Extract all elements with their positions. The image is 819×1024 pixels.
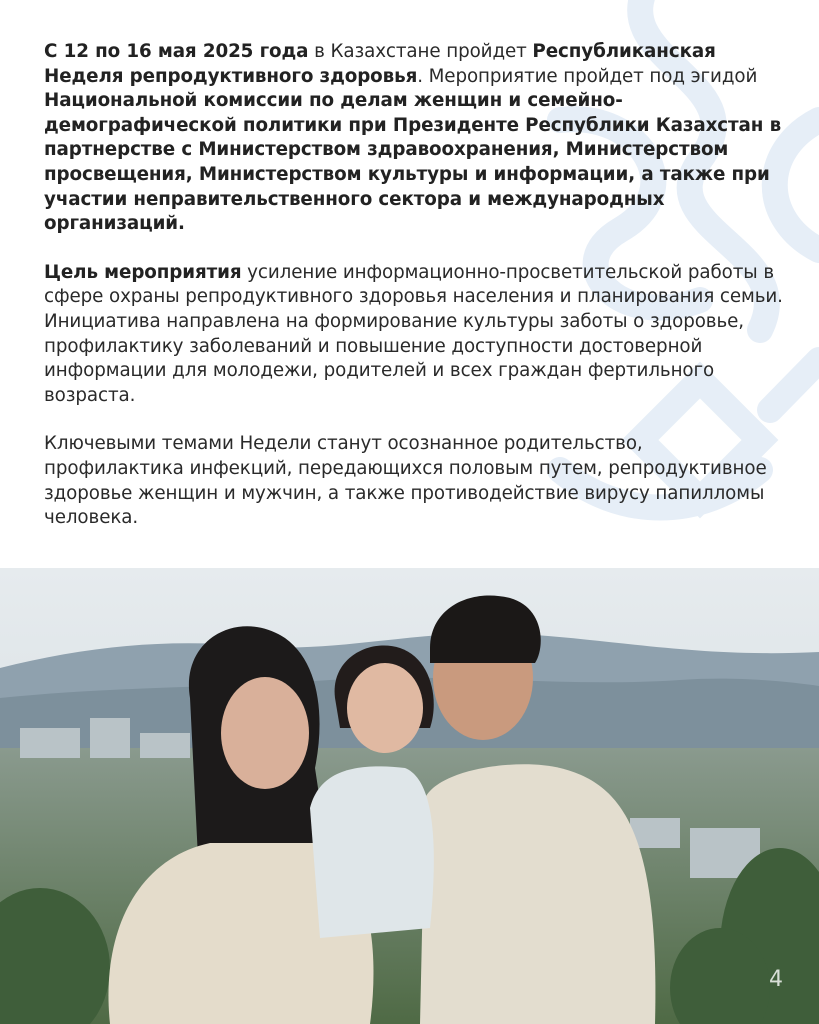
paragraph-intro [44, 40, 784, 237]
paragraph-goal [44, 261, 784, 409]
text-run: Национальной комиссии по делам женщин и семейно-демографической политики при Президенте Республики Казахстан в партнерстве с Министерством здравоохранения, Министерством просвещения, Министерством культуры и информации, а также при участии неправительственного сектора и международных организаций. [44, 90, 782, 235]
page-number: 4 [769, 967, 783, 992]
article-text [44, 40, 784, 531]
text-run: . Мероприятие пройдет под эгидой [417, 65, 758, 87]
text-run: Цель мероприятия [44, 261, 242, 283]
text-run: Республиканская Неделя репродуктивного здоровья [44, 41, 716, 87]
paragraph-topics [44, 432, 784, 530]
text-run: в Казахстане пройдет [308, 41, 533, 62]
family-photo [0, 568, 819, 1024]
text-run: С 12 по 16 мая 2025 года [44, 41, 309, 62]
text-run: усиление информационно-просветительской работы в сфере охраны репродуктивного здоровья населения и планирования семьи. Инициатива направлена на формирование культуры заботы о здоровье, профилактику заболеваний и повышение доступности достоверной информации для молодежи, родителей и всех граждан фертильного возраста. [44, 261, 783, 406]
text-run: Ключевыми темами Недели станут осознанное родительство, профилактика инфекций, передающихся половым путем, репродуктивное здоровье женщин и мужчин, а также противодействие вирусу папилломы человека. [44, 433, 767, 529]
